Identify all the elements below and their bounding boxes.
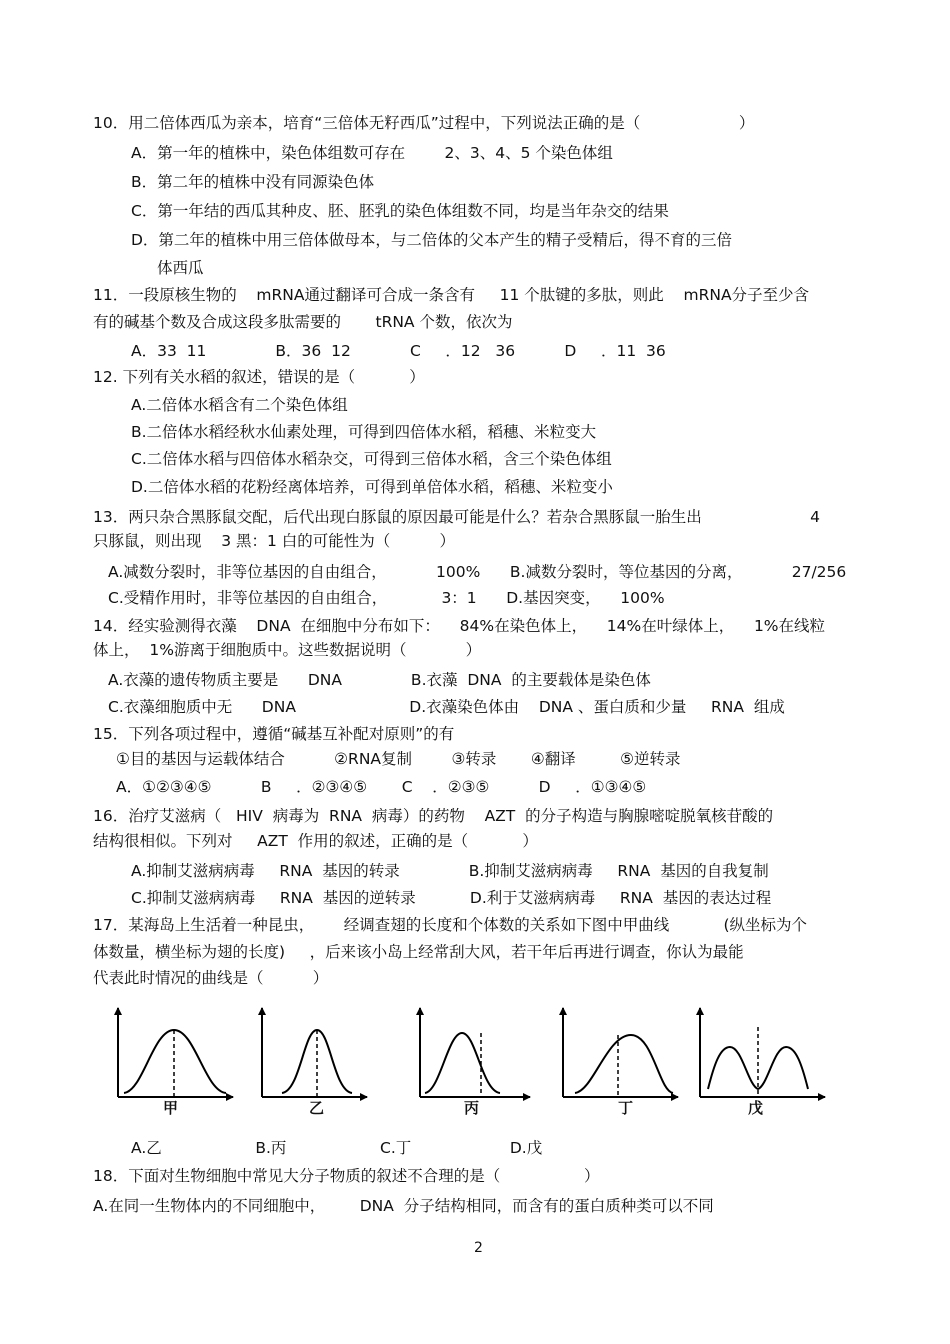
q13-stem-2: 只豚鼠，则出现 3 黑：1 白的可能性为（ ） <box>93 532 456 550</box>
q15-stem: 15．下列各项过程中，遵循“碱基互补配对原则”的有 <box>93 725 455 743</box>
q17-options: A.乙 B.丙 C.丁 D.戊 <box>131 1139 543 1157</box>
q11-options: A．33 11 B．36 12 C ．12 36 D ．11 36 <box>131 342 666 360</box>
q10-stem: 10．用二倍体西瓜为亲本，培育“三倍体无籽西瓜”过程中，下列说法正确的是（ ） <box>93 114 755 132</box>
figure-label-bing: 丙 <box>464 1099 480 1117</box>
q12-option-b: B.二倍体水稻经秋水仙素处理，可得到四倍体水稻，稻穗、米粒变大 <box>131 423 597 441</box>
q17-stem-2: 体数量，横坐标为翅的长度) ，后来该小岛上经常刮大风，若干年后再进行调查，你认为最能 <box>93 943 744 961</box>
q13-options-ab: A.减数分裂时，非等位基因的自由组合， 100% B.减数分裂时，等位基因的分离， 27/256 <box>108 563 847 581</box>
q10-option-b: B．第二年的植株中没有同源染色体 <box>131 173 375 191</box>
q17-stem-1: 17．某海岛上生活着一种昆虫， 经调查翅的长度和个体数的关系如下图中甲曲线 (纵坐标为个 <box>93 916 808 934</box>
q14-options-cd: C.衣藻细胞质中无 DNA D.衣藻染色体由 DNA 、蛋白质和少量 RNA 组成 <box>108 698 785 716</box>
q12-option-c: C.二倍体水稻与四倍体水稻杂交，可得到三倍体水稻，含三个染色体组 <box>131 450 612 468</box>
q13-options-cd: C.受精作用时，非等位基因的自由组合， 3：1 D.基因突变， 100% <box>108 589 665 607</box>
q10-option-d-cont: 体西瓜 <box>157 259 204 277</box>
q16-options-ab: A.抑制艾滋病病毒 RNA 基因的转录 B.抑制艾滋病病毒 RNA 基因的自我复制 <box>131 862 769 880</box>
q15-items: ①目的基因与运载体结合 ②RNA复制 ③转录 ④翻译 ⑤逆转录 <box>116 750 681 768</box>
q12-option-d: D.二倍体水稻的花粉经离体培养，可得到单倍体水稻，稻穗、米粒变小 <box>131 478 613 496</box>
q12-option-a: A.二倍体水稻含有二个染色体组 <box>131 396 348 414</box>
figure-label-wu: 戊 <box>748 1099 764 1117</box>
q17-stem-3: 代表此时情况的曲线是（ ） <box>93 969 329 987</box>
q18-stem: 18．下面对生物细胞中常见大分子物质的叙述不合理的是（ ） <box>93 1167 600 1185</box>
q16-stem-2: 结构很相似。下列对 AZT 作用的叙述，正确的是（ ） <box>93 832 538 850</box>
q10-option-a: A．第一年的植株中，染色体组数可存在 2、3、4、5 个染色体组 <box>131 144 613 162</box>
page-number: 2 <box>474 1240 483 1256</box>
q13-stem-1: 13．两只杂合黑豚鼠交配，后代出现白豚鼠的原因最可能是什么？若杂合黑豚鼠一胎生出 4 <box>93 508 820 526</box>
q14-stem-1: 14．经实验测得衣藻 DNA 在细胞中分布如下： 84%在染色体上， 14%在叶绿体上， 1%在线粒 <box>93 617 826 635</box>
q16-stem-1: 16．治疗艾滋病（ HIV 病毒为 RNA 病毒）的药物 AZT 的分子构造与胸腺嘧啶脱氧核苷酸的 <box>93 807 774 825</box>
q14-options-ab: A.衣藻的遗传物质主要是 DNA B.衣藻 DNA 的主要载体是染色体 <box>108 671 651 689</box>
figure-label-ding: 丁 <box>618 1099 634 1117</box>
q16-options-cd: C.抑制艾滋病病毒 RNA 基因的逆转录 D.利于艾滋病病毒 RNA 基因的表达过程 <box>131 889 772 907</box>
q14-stem-2: 体上， 1%游离于细胞质中。这些数据说明（ ） <box>93 641 482 659</box>
figure-label-jia: 甲 <box>163 1099 179 1117</box>
q10-option-d: D．第二年的植株中用三倍体做母本，与二倍体的父本产生的精子受精后，得不育的三倍 <box>131 231 732 249</box>
q10-option-c: C．第一年结的西瓜其种皮、胚、胚乳的染色体组数不同，均是当年杂交的结果 <box>131 202 669 220</box>
q18-option-a: A.在同一生物体内的不同细胞中， DNA 分子结构相同，而含有的蛋白质种类可以不同 <box>93 1197 714 1215</box>
figure-label-yi: 乙 <box>309 1099 325 1117</box>
q11-stem-2: 有的碱基个数及合成这段多肽需要的 tRNA 个数，依次为 <box>93 313 513 331</box>
q11-stem-1: 11．一段原核生物的 mRNA通过翻译可合成一条含有 11 个肽键的多肽，则此 mRNA分子至少含 <box>93 286 810 304</box>
q15-options: A．①②③④⑤ B ．②③④⑤ C ．②③⑤ D ．①③④⑤ <box>116 778 647 796</box>
q12-stem: 12. 下列有关水稻的叙述，错误的是（ ） <box>93 368 425 386</box>
